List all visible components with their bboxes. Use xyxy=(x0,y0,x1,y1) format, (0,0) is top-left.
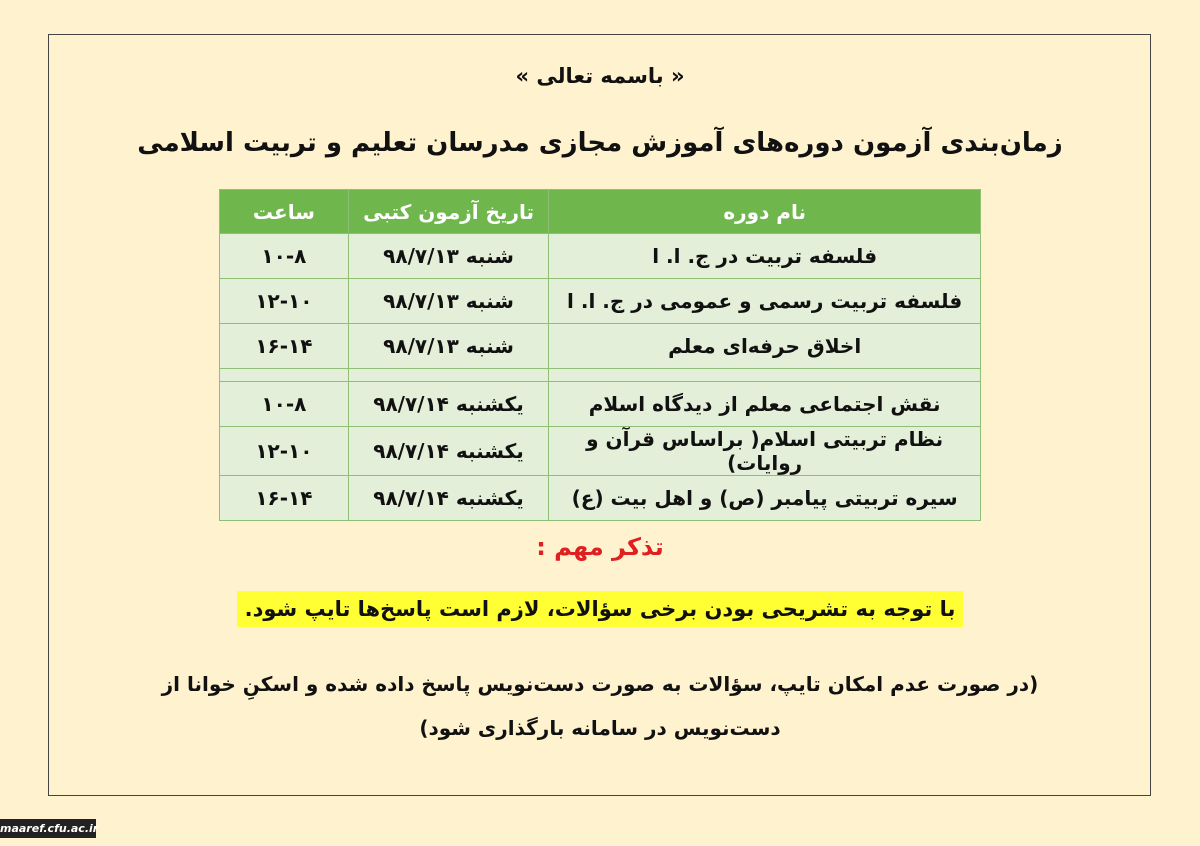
table-row xyxy=(220,324,981,369)
cell-date: شنبه ۹۸/۷/۱۳ xyxy=(348,324,549,369)
cell-date: یکشنبه ۹۸/۷/۱۴ xyxy=(348,476,549,521)
cell-time: ۱۲-۱۰ xyxy=(220,427,349,476)
table-row xyxy=(220,476,981,521)
highlight-note-wrapper xyxy=(0,591,1200,627)
important-reminder-heading: تذکر مهم : xyxy=(536,533,664,561)
exam-schedule-table xyxy=(219,189,981,521)
cell-date: یکشنبه ۹۸/۷/۱۴ xyxy=(348,427,549,476)
site-url-badge: maaref.cfu.ac.ir xyxy=(0,819,96,838)
cell-date: شنبه ۹۸/۷/۱۳ xyxy=(348,279,549,324)
highlighted-note: با توجه به تشریحی بودن برخی سؤالات، لازم است پاسخ‌ها تایپ شود. xyxy=(237,591,964,627)
cell-time: ۱۶-۱۴ xyxy=(220,324,349,369)
table-row xyxy=(220,234,981,279)
cell-time: ۱۰-۸ xyxy=(220,234,349,279)
cell-course: نقش اجتماعی معلم از دیدگاه اسلام xyxy=(549,382,981,427)
cell-course: فلسفه تربیت رسمی و عمومی در ج. ا. ا xyxy=(549,279,981,324)
scan-instructions-note: (در صورت عدم امکان تایپ، سؤالات به صورت دست‌نویس پاسخ داده شده و اسکنِ خوانا از دست‌نویس در سامانه بارگذاری شود) xyxy=(161,672,1039,740)
table-row xyxy=(220,279,981,324)
cell-course: اخلاق حرفه‌ای معلم xyxy=(549,324,981,369)
cell-time: ۱۰-۸ xyxy=(220,382,349,427)
table-spacer-row xyxy=(220,369,981,382)
cell-course: سیره تربیتی پیامبر (ص) و اهل بیت (ع) xyxy=(549,476,981,521)
table-row xyxy=(220,382,981,427)
cell-course: فلسفه تربیت در ج. ا. ا xyxy=(549,234,981,279)
cell-course: نظام تربیتی اسلام( براساس قرآن و روایات) xyxy=(549,427,981,476)
cell-time: ۱۲-۱۰ xyxy=(220,279,349,324)
header-time: ساعت xyxy=(220,190,349,234)
header-course: نام دوره xyxy=(549,190,981,234)
table-header-row xyxy=(220,190,981,234)
cell-date: شنبه ۹۸/۷/۱۳ xyxy=(348,234,549,279)
header-date: تاریخ آزمون کتبی xyxy=(348,190,549,234)
cell-date: یکشنبه ۹۸/۷/۱۴ xyxy=(348,382,549,427)
cell-time: ۱۶-۱۴ xyxy=(220,476,349,521)
table-row xyxy=(220,427,981,476)
page-title: زمان‌بندی آزمون دوره‌های آموزش مجازی مدرسان تعلیم و تربیت اسلامی xyxy=(137,128,1063,158)
bismillah-heading: « باسمه تعالی » xyxy=(515,64,685,88)
